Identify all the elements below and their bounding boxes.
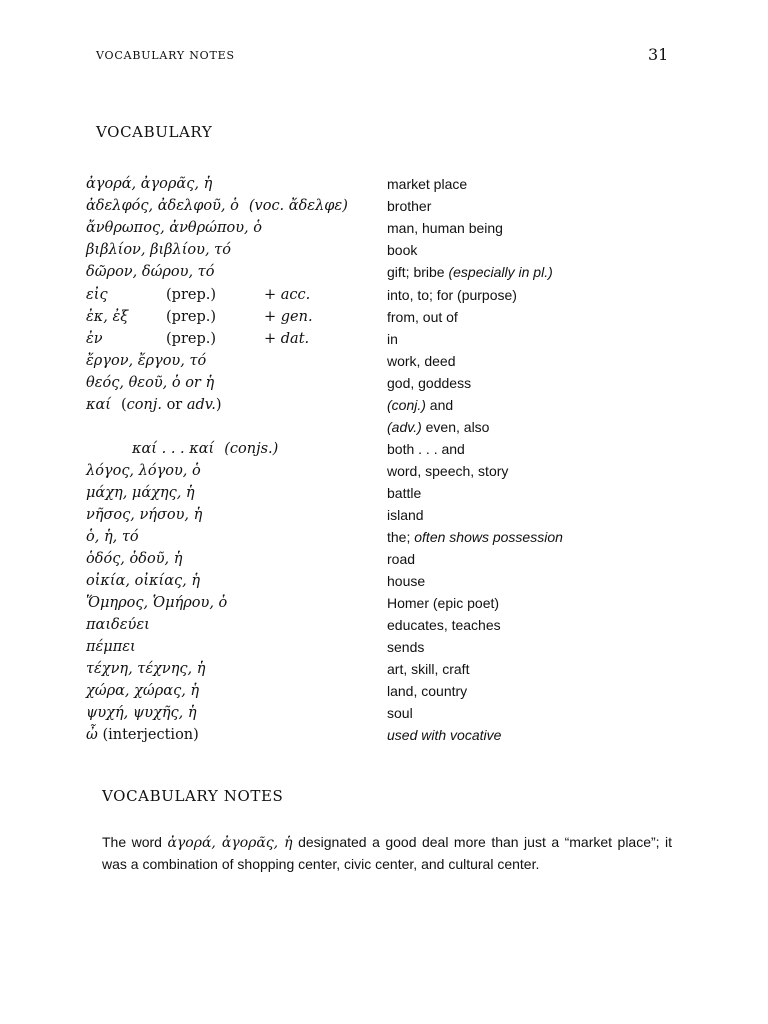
gloss-note: (adv.) [387, 419, 422, 435]
vocab-entry [86, 284, 706, 306]
case-governed [264, 328, 309, 350]
case-label: dat. [280, 331, 310, 347]
english-gloss: in [387, 331, 398, 347]
notes-paragraph [102, 832, 672, 875]
vocab-entry [86, 173, 706, 195]
greek-word: καί [86, 397, 111, 413]
vocab-entry [86, 702, 706, 724]
gloss-main: and [429, 397, 454, 413]
greek-word: καί . . . καί [132, 441, 215, 457]
vocab-entry [86, 217, 706, 239]
english-gloss: both . . . and [387, 441, 465, 457]
greek-word: ἐκ, ἐξ [86, 309, 129, 325]
greek-term [86, 328, 310, 350]
english-gloss [387, 394, 453, 416]
case-governed [264, 306, 313, 328]
paragraph-lead: The word [102, 834, 162, 850]
english-gloss: soul [387, 705, 413, 721]
greek-term: ἔργον, ἔργου, τό [86, 353, 207, 369]
part-of-speech: (prep.) [166, 331, 216, 347]
english-gloss [387, 261, 553, 283]
gloss-note: used with vocative [387, 727, 502, 743]
greek-word: ἀδελφός, ἀδελφοῦ, ὁ [86, 198, 239, 214]
pos-note: (interjection) [102, 727, 199, 743]
vocab-entry [86, 394, 706, 416]
english-gloss: brother [387, 198, 432, 214]
english-gloss: art, skill, craft [387, 661, 470, 677]
vocab-entry [86, 438, 706, 460]
english-gloss: land, country [387, 683, 468, 699]
greek-term: ὁδός, ὁδοῦ, ἡ [86, 551, 183, 567]
vocab-entry [86, 416, 706, 438]
plus-sign: + [264, 331, 277, 347]
greek-term: δῶρον, δώρου, τό [86, 264, 215, 280]
english-gloss: educates, teaches [387, 617, 501, 633]
greek-term: χώρα, χώρας, ἡ [86, 683, 200, 699]
english-gloss: work, deed [387, 353, 456, 369]
vocab-entry [86, 372, 706, 394]
greek-term: τέχνη, τέχνης, ἡ [86, 661, 206, 677]
vocab-entry [86, 482, 706, 504]
vocab-entry [86, 636, 706, 658]
vocative-note: (voc. ἄδελφε) [248, 198, 348, 214]
greek-word: ὦ [86, 727, 98, 743]
greek-term: λόγος, λόγου, ὁ [86, 463, 201, 479]
pos-note: (conj. or adv.) [121, 397, 222, 413]
vocab-entry [86, 195, 706, 217]
english-gloss: from, out of [387, 309, 458, 325]
case-governed [264, 284, 310, 306]
part-of-speech: (prep.) [166, 287, 216, 303]
gloss-note: (especially in pl.) [448, 264, 553, 280]
english-gloss: book [387, 242, 418, 258]
greek-term: Ὅμηρος, Ὁμήρου, ὁ [86, 595, 228, 611]
vocab-entry [86, 526, 706, 548]
greek-term: βιβλίον, βιβλίου, τό [86, 242, 231, 258]
gloss-main: the; [387, 529, 411, 545]
greek-term [86, 306, 313, 328]
vocab-entry [86, 592, 706, 614]
vocab-entry [86, 614, 706, 636]
greek-term: ἀγορά, ἀγορᾶς, ἡ [86, 176, 213, 192]
vocab-entry [86, 328, 706, 350]
gloss-main: gift; bribe [387, 264, 445, 280]
greek-term: πέμπει [86, 639, 136, 655]
vocab-entry [86, 680, 706, 702]
greek-term: ἄνθρωπος, ἀνθρώπου, ὁ [86, 220, 262, 236]
vocab-entry [86, 306, 706, 328]
case-label: acc. [280, 287, 311, 303]
greek-term [86, 394, 222, 416]
english-gloss: sends [387, 639, 425, 655]
paragraph-greek: ἀγορά, ἀγορᾶς, ἡ [167, 835, 293, 851]
greek-term [86, 724, 199, 746]
english-gloss [387, 526, 563, 548]
english-gloss: market place [387, 176, 468, 192]
page-number: 31 [648, 45, 669, 64]
greek-word: ἐν [86, 331, 103, 347]
english-gloss [387, 416, 489, 438]
vocabulary-heading: VOCABULARY [96, 123, 213, 141]
english-gloss: word, speech, story [387, 463, 509, 479]
part-of-speech: (prep.) [166, 309, 216, 325]
greek-word: εἰς [86, 287, 108, 303]
english-gloss: island [387, 507, 424, 523]
vocab-entry [86, 504, 706, 526]
english-gloss: god, goddess [387, 375, 472, 391]
gloss-note: (conj.) [387, 397, 426, 413]
greek-term: θεός, θεοῦ, ὁ or ἡ [86, 375, 215, 391]
greek-term: ὁ, ἡ, τό [86, 529, 139, 545]
vocab-entry [86, 548, 706, 570]
greek-term: οἰκία, οἰκίας, ἡ [86, 573, 201, 589]
case-label: gen. [280, 309, 313, 325]
paragraph-rest: designated a good deal more than just a “market place”; it was a combination of shopping center, civic center, and cultural center. [102, 834, 673, 872]
english-gloss: Homer (epic poet) [387, 595, 500, 611]
vocab-entry [86, 658, 706, 680]
greek-term [86, 284, 311, 306]
english-gloss [387, 724, 501, 746]
greek-term [132, 438, 278, 460]
vocab-entry [86, 460, 706, 482]
vocab-entry [86, 570, 706, 592]
gloss-main: even, also [425, 419, 490, 435]
greek-term: παιδεύει [86, 617, 150, 633]
english-gloss: man, human being [387, 220, 503, 236]
english-gloss: road [387, 551, 416, 567]
greek-term: ψυχή, ψυχῆς, ἡ [86, 705, 197, 721]
vocab-entry [86, 239, 706, 261]
vocabulary-notes-heading: VOCABULARY NOTES [102, 787, 284, 805]
vocab-entry [86, 261, 706, 283]
greek-term: μάχη, μάχης, ἡ [86, 485, 195, 501]
plus-sign: + [264, 287, 277, 303]
running-head: VOCABULARY NOTES [96, 49, 235, 62]
greek-term: νῆσος, νήσου, ἡ [86, 507, 203, 523]
pos-note: (conjs.) [224, 441, 279, 457]
vocab-entry [86, 350, 706, 372]
english-gloss: battle [387, 485, 422, 501]
plus-sign: + [264, 309, 277, 325]
english-gloss: into, to; for (purpose) [387, 287, 517, 303]
vocab-entry [86, 724, 706, 746]
gloss-note: often shows possession [414, 529, 563, 545]
greek-term [86, 195, 348, 217]
english-gloss: house [387, 573, 426, 589]
